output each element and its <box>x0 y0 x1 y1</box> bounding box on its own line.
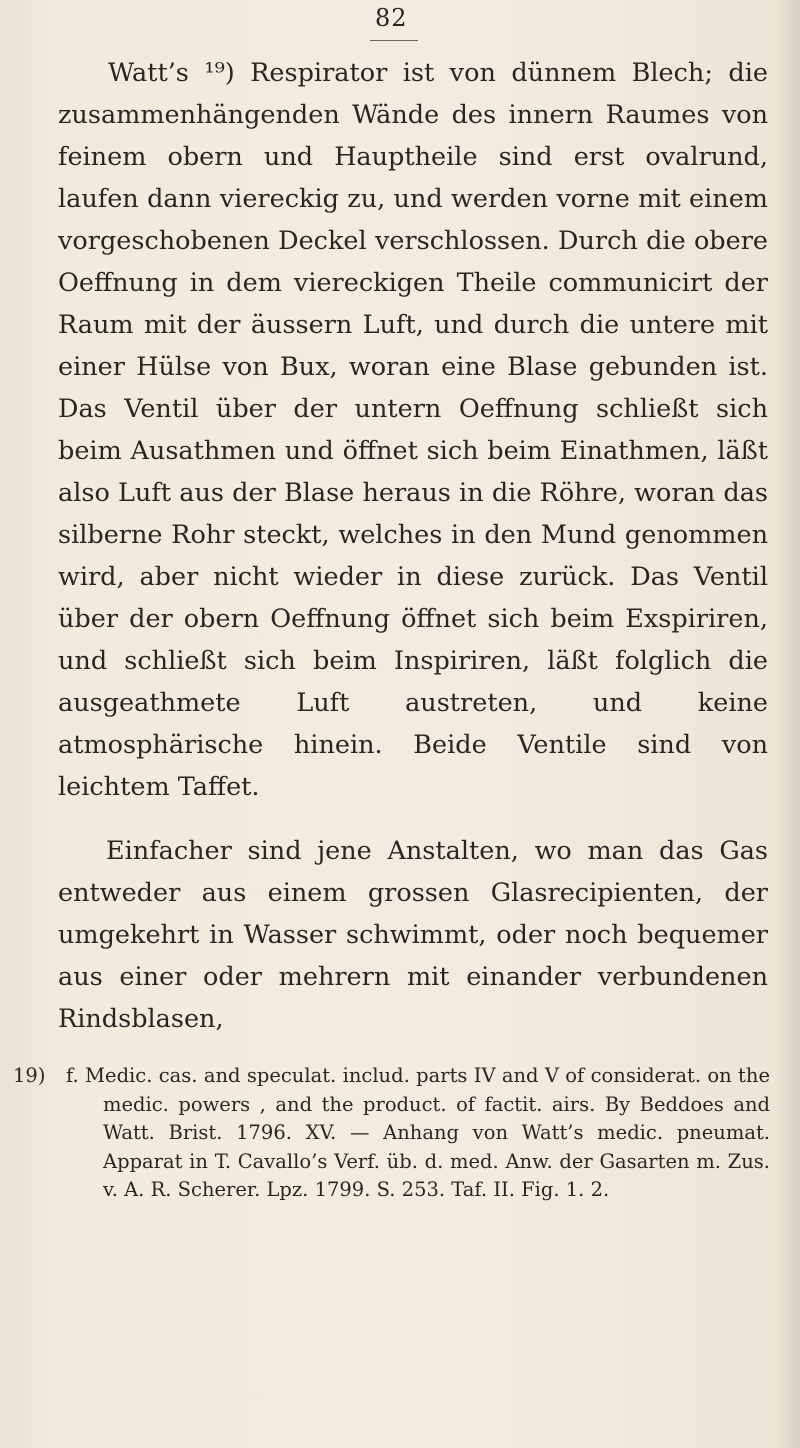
page-number: 82 <box>375 4 408 32</box>
paragraph-respirator: Watt’s ¹⁹) Respirator ist von dünnem Blech; die zusammenhängenden Wände des innern Raumes von feinem obern und Hauptheile sind erst ovalrund, laufen dann viereckig zu, und werden vorne mit einem vorgeschobenen Deckel verschlossen. Durch die obere Oeffnung in dem viereckigen Theile communicirt der Raum mit der äussern Luft, und durch die untere mit einer Hülse von Bux, woran eine Blase gebunden ist. Das Ventil über der untern Oeffnung schließt sich beim Ausathmen und öffnet sich beim Einathmen, läßt also Luft aus der Blase heraus in die Röhre, woran das silberne Rohr steckt, welches in den Mund genommen wird, aber nicht wieder in diese zurück. Das Ventil über der obern Oeffnung öffnet sich beim Exspiriren, und schließt sich beim Inspiriren, läßt folglich die ausgeathmete Luft austreten, und keine atmosphärische hinein. Beide Ventile sind von leichtem Taffet. <box>58 58 768 802</box>
paragraph-apparatus: Einfacher sind jene Anstalten, wo man das Gas entweder aus einem grossen Glasrecipienten, der umgekehrt in Wasser schwimmt, oder noch bequemer aus einer oder mehrern mit einander verbundenen Rindsblasen, <box>58 836 768 1034</box>
main-text <box>58 52 768 1040</box>
footnote-text: f. Medic. cas. and speculat. includ. parts IV and V of considerat. on the medic. powers , and the product. of factit. airs. By Beddoes and Watt. Brist. 1796. XV. — Anhang von Watt’s medic. pneumat. Apparat in T. Cavallo’s Verf. üb. d. med. Anw. der Gasarten m. Zus. v. A. R. Scherer. Lpz. 1799. S. 253. Taf. II. Fig. 1. 2. <box>66 1064 770 1201</box>
page-edge-shadow <box>776 0 800 1448</box>
page-number-underline <box>370 40 418 41</box>
footnote-entry: 19) f. Medic. cas. and speculat. includ. parts IV and V of considerat. on the medic. powers , and the product. of factit. airs. By Beddoes and Watt. Brist. 1796. XV. — Anhang von Watt’s medic. pneumat. Apparat in T. Cavallo’s Verf. üb. d. med. Anw. der Gasarten m. Zus. v. A. R. Scherer. Lpz. 1799. S. 253. Taf. II. Fig. 1. 2. <box>13 1064 770 1201</box>
footnote <box>13 1062 770 1205</box>
